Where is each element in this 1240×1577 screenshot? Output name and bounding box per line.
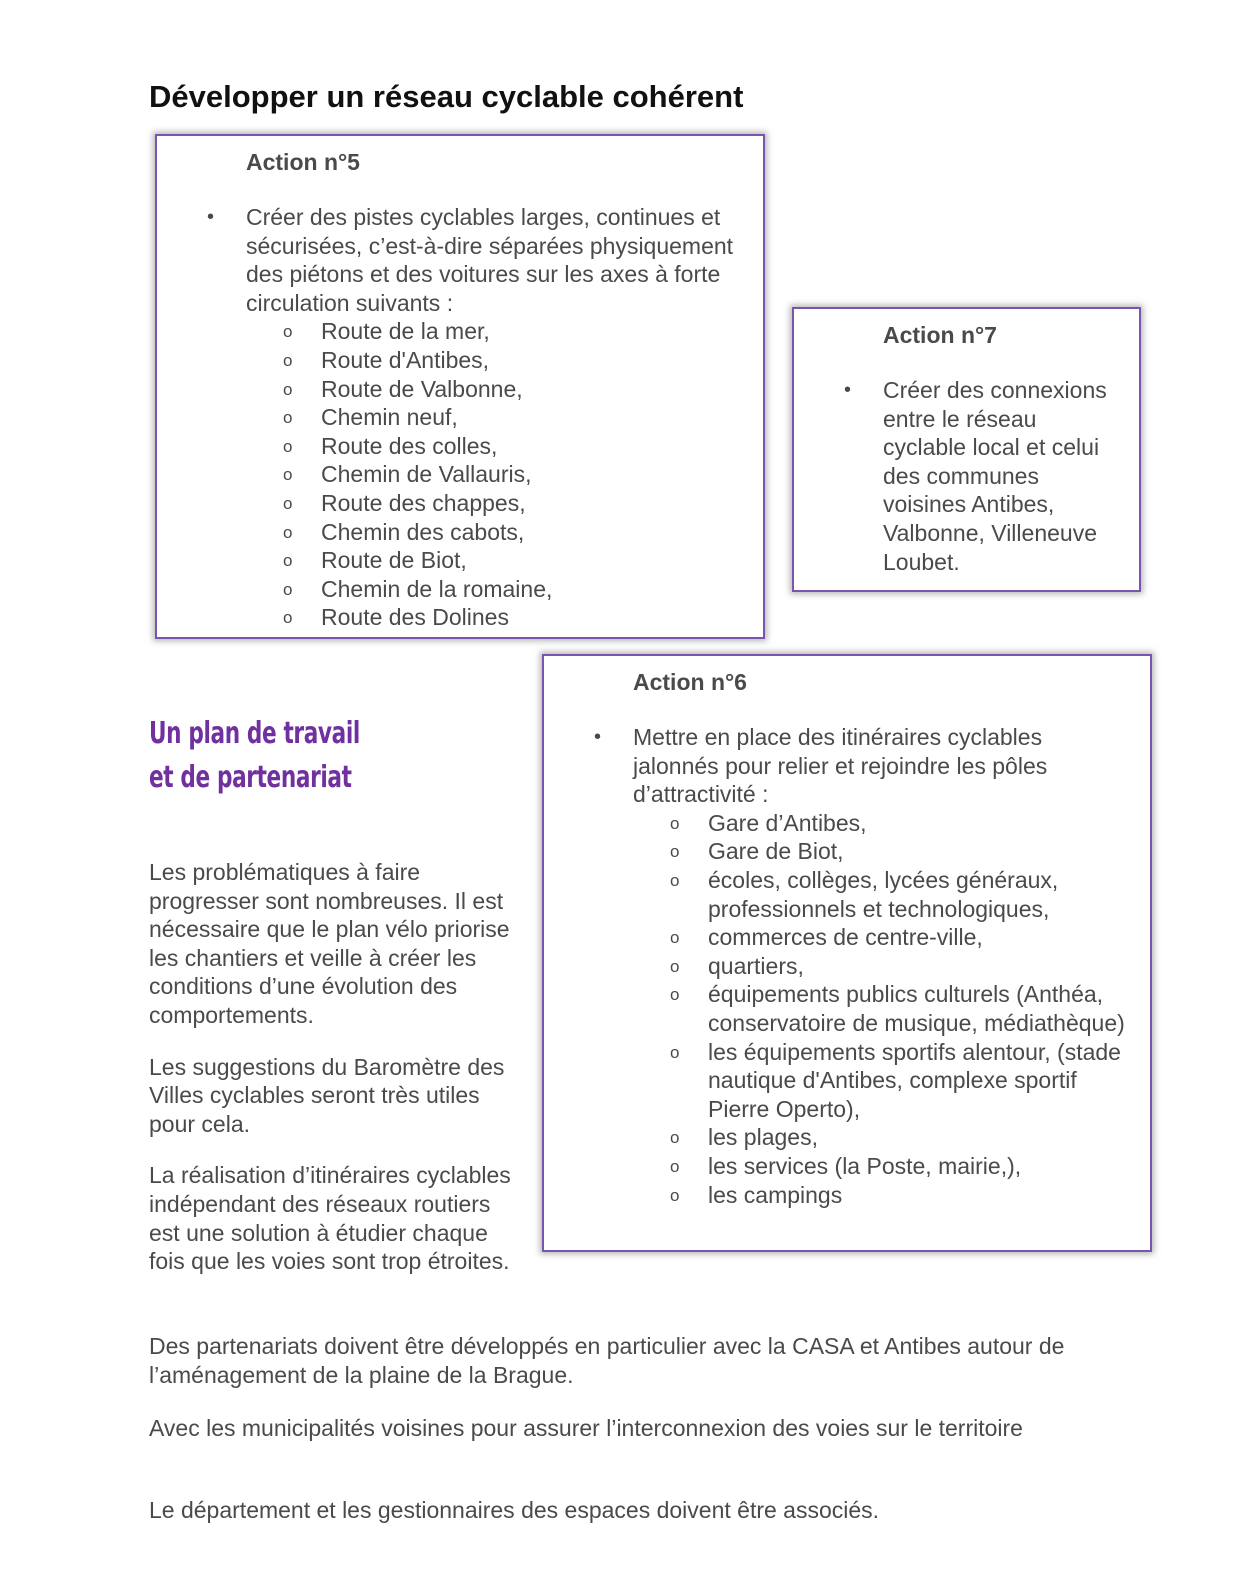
action-6-box xyxy=(542,654,1152,1252)
circle-bullet-icon: o xyxy=(670,870,680,890)
interconnection-paragraph: Avec les municipalités voisines pour assurer l’interconnexion des voies sur le territoire xyxy=(149,1415,1023,1441)
circle-bullet-icon: o xyxy=(283,408,293,428)
list-item: o équipements publics culturels (Anthéa, conservatoire de musique, médiathèque) xyxy=(670,981,1125,1036)
circle-bullet-icon: o xyxy=(670,1042,680,1062)
list-item: o les campings xyxy=(633,1181,1132,1210)
action-5-box xyxy=(155,134,765,639)
list-item: o Chemin des cabots, xyxy=(246,518,745,547)
circle-bullet-icon: o xyxy=(670,813,680,833)
circle-bullet-icon: o xyxy=(670,956,680,976)
paragraph: Les problématiques à faire progresser sont nombreuses. Il est nécessaire que le plan vélo priorise les chantiers et veille à créer les conditions d’une évolution des comportements. xyxy=(149,859,510,1028)
action-5-heading: Action n°5 xyxy=(246,149,360,175)
circle-bullet-icon: o xyxy=(283,579,293,599)
list-item: o Route de Biot, xyxy=(246,546,745,575)
list-item: o commerces de centre-ville, xyxy=(633,923,1132,952)
left-column-text xyxy=(149,858,519,1299)
list-item: o les équipements sportifs alentour, (stade nautique d'Antibes, complexe sportif Pierre Operto), xyxy=(670,1038,1121,1122)
circle-bullet-icon: o xyxy=(670,928,680,948)
circle-bullet-icon: o xyxy=(283,436,293,456)
action-6-bullet-text: Mettre en place des itinéraires cyclables jalonnés pour relier et rejoindre les pôles d’attractivité : xyxy=(633,724,1048,808)
list-item: o Route d'Antibes, xyxy=(246,346,745,375)
action-5-road-list xyxy=(246,317,745,632)
list-item: o les services (la Poste, mairie,), xyxy=(633,1152,1132,1181)
list-item: o quartiers, xyxy=(633,952,1132,981)
circle-bullet-icon: o xyxy=(670,1156,680,1176)
circle-bullet-icon: o xyxy=(283,465,293,485)
action-5-bullet-text: Créer des pistes cyclables larges, continues et sécurisées, c’est-à-dire séparées physiquement des piétons et des voitures sur les axes à forte circulation suivants : xyxy=(246,204,734,316)
circle-bullet-icon: o xyxy=(670,1185,680,1205)
action-7-bullet xyxy=(794,376,1139,576)
bullet-icon: • xyxy=(844,379,852,401)
circle-bullet-icon: o xyxy=(283,551,293,571)
list-item: o Chemin de la romaine, xyxy=(246,575,745,604)
list-item: o Gare de Biot, xyxy=(633,837,1132,866)
list-item: o Chemin neuf, xyxy=(246,403,745,432)
department-paragraph: Le département et les gestionnaires des espaces doivent être associés. xyxy=(149,1497,880,1523)
circle-bullet-icon: o xyxy=(283,379,293,399)
action-7-heading: Action n°7 xyxy=(883,322,997,348)
page-title: Développer un réseau cyclable cohérent xyxy=(149,79,744,114)
circle-bullet-icon: o xyxy=(670,1128,680,1148)
circle-bullet-icon: o xyxy=(670,842,680,862)
list-item: o Gare d’Antibes, xyxy=(633,809,1132,838)
bullet-icon: • xyxy=(594,726,602,748)
circle-bullet-icon: o xyxy=(283,608,293,628)
paragraph: La réalisation d’itinéraires cyclables indépendant des réseaux routiers est une solution à étudier chaque fois que les voies sont trop étroites. xyxy=(149,1162,511,1275)
list-item: o Route de Valbonne, xyxy=(246,375,745,404)
action-6-bullet xyxy=(544,723,1150,1209)
action-7-box xyxy=(792,307,1141,592)
partnership-paragraph: Des partenariats doivent être développés en particulier avec la CASA et Antibes autour de l’aménagement de la plaine de la Brague. xyxy=(149,1333,1065,1388)
list-item: o Chemin de Vallauris, xyxy=(246,460,745,489)
circle-bullet-icon: o xyxy=(670,985,680,1005)
list-item: o Route des chappes, xyxy=(246,489,745,518)
bullet-icon: • xyxy=(207,206,215,228)
section-heading: Un plan de travail et de partenariat xyxy=(149,716,360,795)
circle-bullet-icon: o xyxy=(283,522,293,542)
circle-bullet-icon: o xyxy=(283,493,293,513)
circle-bullet-icon: o xyxy=(283,322,293,342)
list-item: o Route de la mer, xyxy=(246,317,745,346)
action-5-bullet xyxy=(157,203,763,632)
action-7-bullet-text: Créer des connexions entre le réseau cyclable local et celui des communes voisines Antibes, Valbonne, Villeneuve Loubet. xyxy=(883,377,1107,575)
paragraph: Les suggestions du Baromètre des Villes cyclables seront très utiles pour cela. xyxy=(149,1053,505,1137)
list-item: o les plages, xyxy=(633,1123,1132,1152)
circle-bullet-icon: o xyxy=(283,350,293,370)
list-item: o Route des colles, xyxy=(246,432,745,461)
action-6-heading: Action n°6 xyxy=(633,669,747,695)
action-6-destination-list xyxy=(633,809,1132,1209)
list-item: o écoles, collèges, lycées généraux, professionnels et technologiques, xyxy=(670,866,1059,922)
list-item: o Route des Dolines xyxy=(246,603,745,632)
